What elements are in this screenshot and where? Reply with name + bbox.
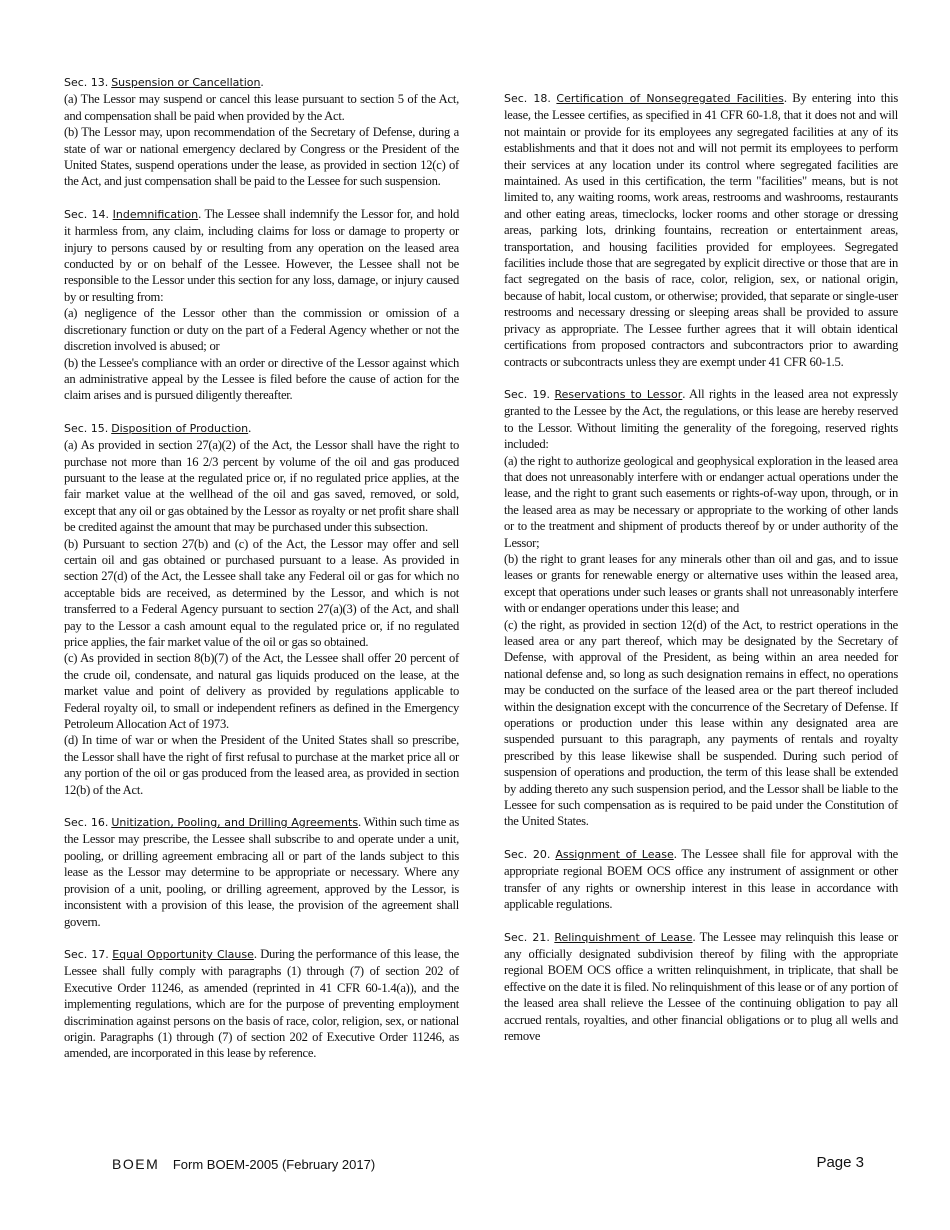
section-title: Indemnification — [112, 207, 199, 221]
section-heading-line — [64, 206, 459, 305]
lease-section — [64, 814, 459, 930]
section-heading-line — [64, 74, 459, 91]
footer-brand: BOEM — [112, 1156, 160, 1172]
section-title: Equal Opportunity Clause — [112, 947, 254, 961]
section-intro-text: . — [248, 420, 252, 435]
section-paragraph: (c) the right, as provided in section 12(d) of the Act, to restrict operations in the leased area or any part thereof, which may be designated by the Secretary of Defense, with approval of the President, as being within an area needed for national defense and, so long as such designation remains in effect, no operations may be conducted on the surface of the leased area or the part thereof included within the designation except with the concurrence of the Secretary of Defense. If operations or production under this lease within any designated area are suspended pursuant to this paragraph, any payments of rentals and royalty prescribed by this lease likewise shall be suspended. During such period of suspension of operations and production, the term of this lease shall be extended by adding thereto any such suspension period, and the Lessor shall be liable to the Lessee for such compensation as is required to be paid under the Constitution of the United States. — [504, 617, 898, 829]
section-paragraph: (b) the right to grant leases for any minerals other than oil and gas, and to issue leases or grants for renewable energy or alternative uses within the leased area, except that operations under such leases or grants shall not unreasonably interfere with or endanger operations under this lease; and — [504, 551, 898, 616]
section-title: Relinquishment of Lease — [554, 930, 693, 944]
section-heading-line — [64, 946, 459, 1062]
section-heading-line — [64, 814, 459, 930]
section-paragraph: (a) The Lessor may suspend or cancel this lease pursuant to section 5 of the Act, and compensation shall be paid when provided by the Act. — [64, 92, 459, 123]
lease-section — [504, 846, 898, 913]
section-number: Sec. 16. — [64, 816, 109, 830]
section-heading-line — [504, 90, 898, 370]
section-intro-text: . All rights in the leased area not expressly granted to the Lessee by the Act, the regulations, or this lease are hereby reserved to the Lessor. Without limiting the generality of the foregoing, reserved rights included: — [504, 386, 898, 452]
lease-section — [504, 90, 898, 370]
page-number: Page 3 — [816, 1154, 864, 1171]
section-heading-line — [504, 929, 898, 1045]
section-paragraph: (b) Pursuant to section 27(b) and (c) of the Act, the Lessor may offer and sell certain oil and gas obtained or purchased pursuant to a lease. As provided in section 27(d) of the Act, the Lessee shall take any Federal oil or gas for which no acceptable bids are received, as determined by the Lessor, and which is not transferred to a Federal Agency pursuant to section 27(a)(3) of the Act, and shall pay to the Lessor a cash amount equal to the regulated price or, if no regulated price applies, the fair market value of the oil or gas so obtained. — [64, 536, 459, 649]
section-paragraph: (a) the right to authorize geological and geophysical exploration in the leased area that does not unreasonably interfere with or endanger actual operations under the lease, and the right to grant such easements or rights-of-way upon, through, or in the leased area as may be necessary or appropriate to the working of other lands or to the treatment and shipment of products thereof by or under authority of the Lessor; — [504, 453, 898, 550]
section-number: Sec. 21. — [504, 930, 550, 944]
section-intro-text: . — [260, 75, 264, 89]
footer-form-number: Form BOEM-2005 (February 2017) — [172, 1157, 376, 1172]
lease-section — [64, 74, 459, 190]
section-title: Assignment of Lease — [555, 847, 674, 861]
lease-section — [64, 946, 459, 1062]
section-paragraph: (b) the Lessee's compliance with an order or directive of the Lessor against which an administrative appeal by the Lessee is filed before the cause of action for the claim arises and is pursued diligently thereafter. — [64, 355, 459, 403]
section-title: Disposition of Production — [111, 421, 249, 435]
section-title: Unitization, Pooling, and Drilling Agreements — [111, 816, 359, 830]
section-title: Suspension or Cancellation — [111, 76, 261, 89]
lease-section — [504, 929, 898, 1045]
section-title: Certification of Nonsegregated Facilities — [556, 92, 784, 105]
section-number: Sec. 18. — [504, 92, 551, 105]
section-intro-text: . The Lessee shall indemnify the Lessor for, and hold it harmless from, any claim, including claims for loss or damage to property or injury to persons caused by or resulting from any operation on the leased area conducted by or on behalf of the Lessee. However, the Lessee shall not be responsible to the Lessor under this section for any loss, damage, or injury caused by or resulting from: — [64, 206, 459, 304]
section-paragraph: (c) As provided in section 8(b)(7) of the Act, the Lessee shall offer 20 percent of the crude oil, condensate, and natural gas liquids produced on the lease, at the market value and point of delivery as provided by regulations applicable to Federal royalty oil, to small or independent refiners as defined in the Emergency Petroleum Allocation Act of 1973. — [64, 651, 459, 732]
section-intro-text: . During the performance of this lease, the Lessee shall fully comply with paragraphs (1) through (7) of section 202 of Executive Order 11246, as amended (reprinted in 41 CFR 60-1.4(a)), and the implementing regulations, which are for the purpose of preventing employment discrimination against persons on the basis of race, color, religion, sex, or national origin. Paragraphs (1) through (7) of section 202 of Executive Order 11246, as amended, are incorporated in this lease by reference. — [64, 946, 459, 1061]
lease-section — [64, 420, 459, 798]
lease-section — [64, 206, 459, 404]
left-column — [64, 74, 459, 1078]
section-number: Sec. 19. — [504, 387, 550, 401]
section-paragraph: (b) The Lessor may, upon recommendation of the Secretary of Defense, during a state of war or national emergency declared by Congress or the President of the United States, suspend operations under the lease, as provided in section 12(c) of the Act, and just compensation shall be paid to the Lessee for such suspension. — [64, 125, 459, 189]
section-intro-text: . Within such time as the Lessor may prescribe, the Lessee shall subscribe to and operate under a unit, pooling, or drilling agreement embracing all or part of the lands subject to this lease as the Lessor may determine to be appropriate or necessary. Where any provision of a unit, pooling, or drilling agreement, approved by the Lessor, is inconsistent with a provision of this lease, the provision of the agreement shall govern. — [64, 815, 459, 929]
section-number: Sec. 13. — [64, 76, 109, 89]
section-number: Sec. 17. — [64, 947, 109, 961]
lease-section — [504, 386, 898, 830]
section-intro-text: . The Lessee may relinquish this lease or any officially designated subdivision thereof by filing with the appropriate regional BOEM OCS office a written relinquishment, in triplicate, that shall be effective on the date it is filed. No relinquishment of this lease or of any portion of the leased area shall relieve the Lessee of the continuing obligation to pay all accrued rentals, royalties, and other financial obligations or to plug all wells and remove — [504, 929, 898, 1043]
section-paragraph: (d) In time of war or when the President of the United States shall so prescribe, the Lessor shall have the right of first refusal to purchase at the market price all or any portion of the oil or gas produced from the leased area, as provided in section 12(b) of the Act. — [64, 733, 459, 797]
section-paragraph: (a) As provided in section 27(a)(2) of the Act, the Lessor shall have the right to purchase not more than 16 2/3 percent by volume of the oil and gas produced pursuant to the lease at the regulated price or, if no regulated price applies, at the fair market value at the wellhead of the oil and gas saved, removed, or sold, except that any oil or gas obtained by the Lessor as royalty or net profit share shall be credited against the amount that may be purchased under this subsection. — [64, 438, 459, 535]
section-intro-text: . The Lessee shall file for approval with the appropriate regional BOEM OCS office any instrument of assignment or other transfer of any rights or ownership interest in this lease in accordance with applicable regulations. — [504, 846, 898, 912]
section-intro-text: . By entering into this lease, the Lessee certifies, as specified in 41 CFR 60-1.8, that it does not and will not maintain or provide for its employees any segregated facilities at any of its establishments and that it does not and will not permit its employees to perform their services at any location under its control where segregated facilities are maintained. As used in this certification, the term "facilities" means, but is not limited to, any waiting rooms, work areas, restrooms and washrooms, restaurants and other eating areas, timeclocks, locker rooms and other storage or dressing areas, parking lots, drinking fountains, recreation or entertainment areas, transportation, and housing facilities provided for employees. Segregated facilities include those that are segregated by explicit directive or those that are in fact segregated on the basis of race, color, religion, sex, or national origin, because of habit, local custom, or otherwise; provided, that separate or single-user restrooms and necessary dressing or sleeping areas shall be provided to assure privacy as appropriate. The Lessee further agrees that it will obtain identical certifications from proposed contractors and subcontractors prior to awarding contracts or subcontracts unless they are exempt under 41 CFR 60-1.5. — [504, 91, 898, 369]
section-heading-line — [64, 420, 459, 437]
section-heading-line — [504, 846, 898, 913]
section-heading-line — [504, 386, 898, 453]
right-column — [504, 90, 898, 1060]
section-number: Sec. 14. — [64, 207, 110, 221]
section-paragraph: (a) negligence of the Lessor other than the commission or omission of a discretionary function or duty on the part of a Federal Agency whether or not the discretion involved is abused; or — [64, 306, 459, 354]
section-title: Reservations to Lessor — [554, 387, 683, 401]
footer-form-info — [112, 1156, 375, 1172]
section-number: Sec. 20. — [504, 847, 551, 861]
section-number: Sec. 15. — [64, 421, 109, 435]
